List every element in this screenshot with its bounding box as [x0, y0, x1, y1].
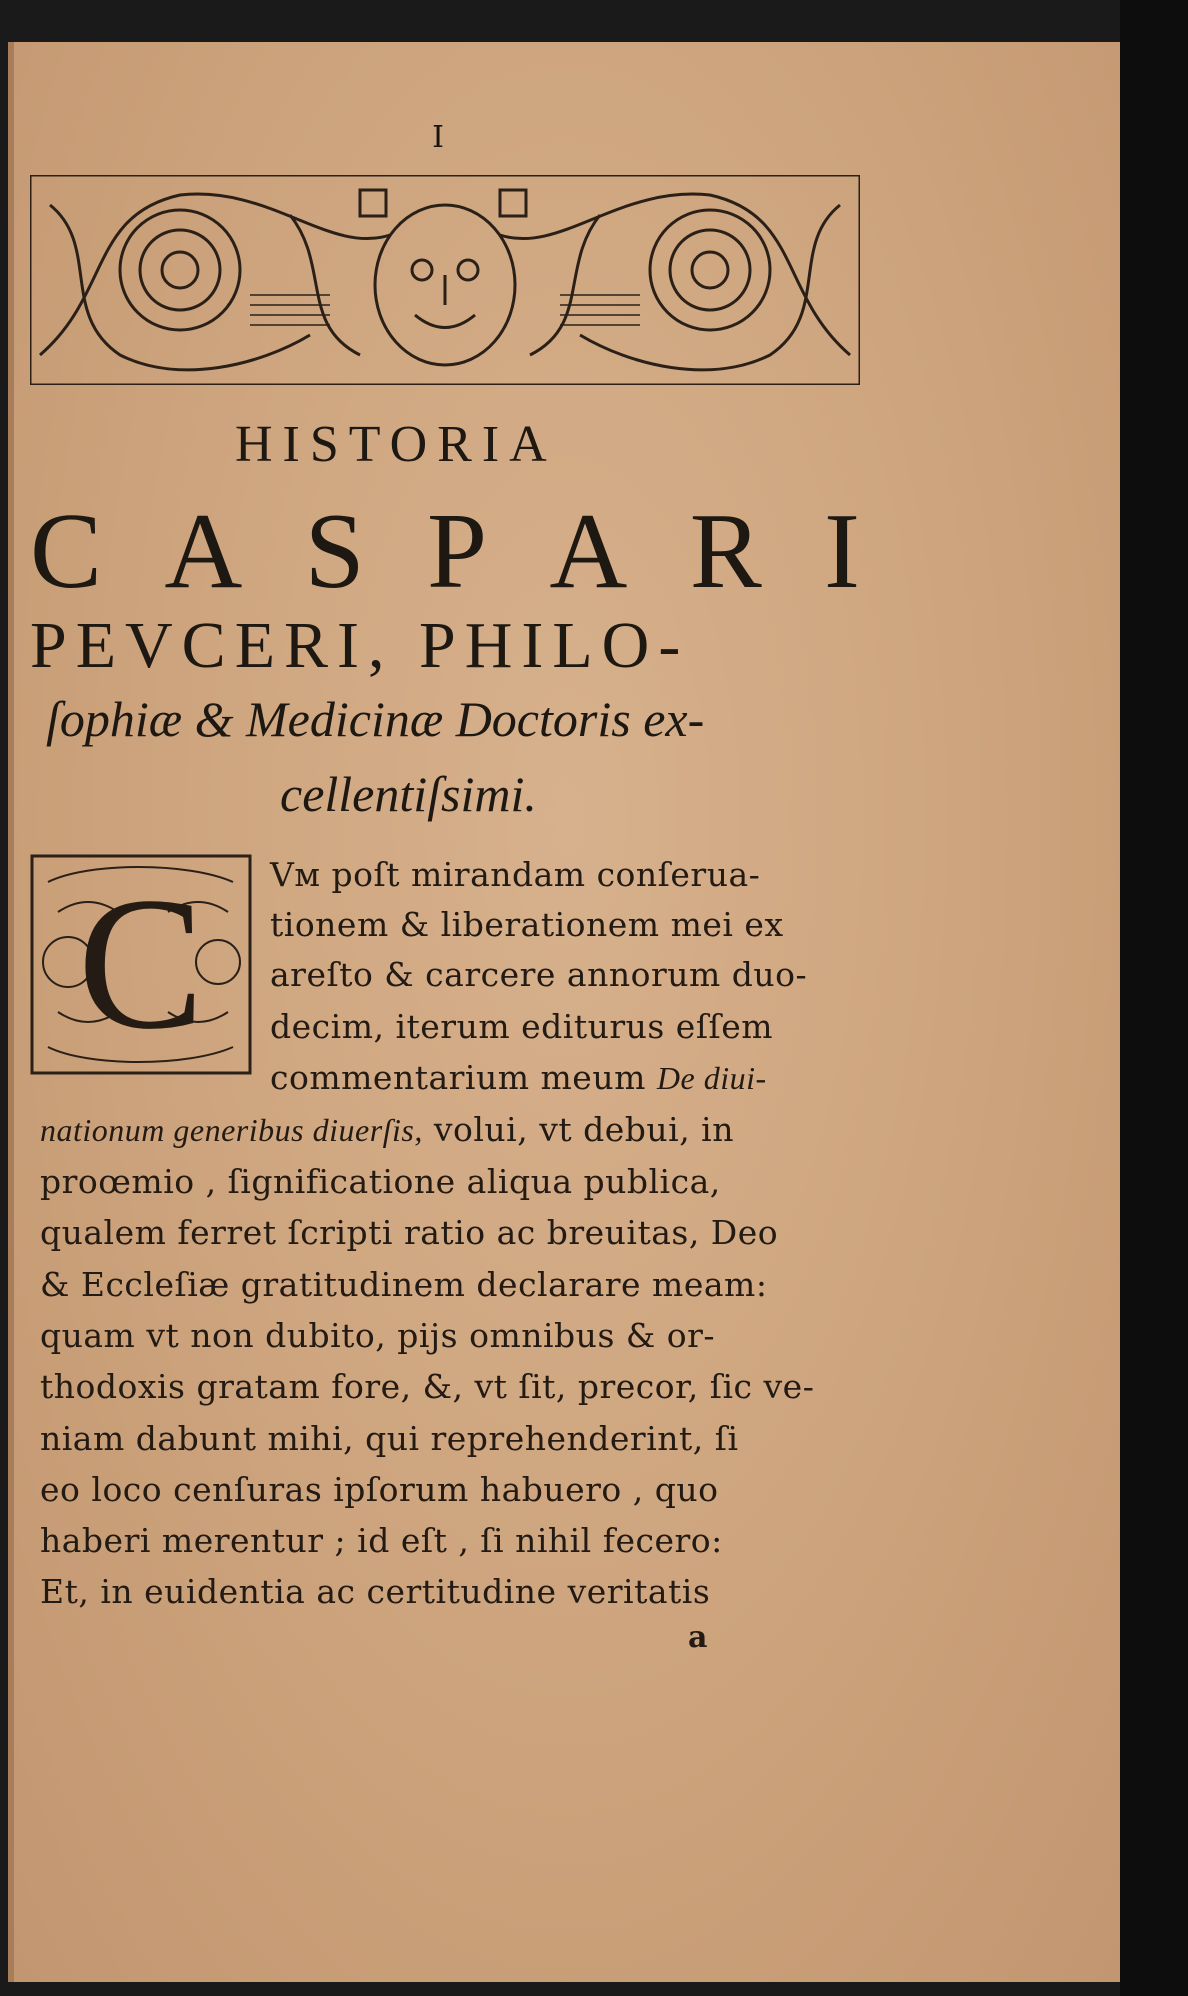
title-letter: A: [164, 492, 243, 611]
title-letter: R: [689, 492, 762, 611]
body-line-9: & Eccleſiæ gratitudinem declarare meam:: [40, 1265, 768, 1304]
body-line-3: areſto & carcere annorum duo-: [270, 955, 808, 994]
body-line-4: decim, iterum editurus eſſem: [270, 1007, 774, 1046]
title-caspari: [30, 490, 860, 614]
book-title-italic: De diui-: [656, 1060, 767, 1096]
body-line-7: proœmio , ſignificatione aliqua publica,: [40, 1162, 721, 1201]
body-line-15: Et, in euidentia ac certitudine veritatis: [40, 1572, 711, 1611]
body-line-14: haberi merentur ; id eſt , ſi nihil fecero:: [40, 1521, 723, 1560]
body-line-1: Vм poſt mirandam conſerua-: [270, 855, 761, 894]
body-line-6: [40, 1110, 734, 1149]
body-line-12: niam dabunt mihi, qui reprehenderint, ſi: [40, 1419, 739, 1458]
title-subtitle-2: cellentiſsimi.: [280, 766, 537, 822]
body-text: volui, vt debui, in: [422, 1110, 734, 1149]
title-letter: A: [549, 492, 628, 611]
body-line-13: eo loco cenſuras ipſorum habuero , quo: [40, 1470, 719, 1509]
body-line-10: quam vt non dubito, pijs omnibus & or-: [40, 1316, 716, 1355]
title-letter: S: [304, 492, 365, 611]
page-number: I: [432, 120, 444, 155]
title-peuceri: PEVCERI, PHILO-: [30, 609, 690, 682]
body-text: commentarium meum: [270, 1058, 657, 1097]
title-letter: C: [30, 492, 103, 611]
signature-mark: a: [688, 1620, 708, 1655]
title-historia: HISTORIA: [235, 416, 557, 473]
svg-text:C: C: [77, 859, 205, 1069]
body-line-2: tionem & liberationem mei ex: [270, 905, 784, 944]
title-subtitle-1: ſophiæ & Medicinæ Doctoris ex-: [46, 691, 705, 747]
body-line-5: [270, 1058, 767, 1097]
title-letter: P: [427, 492, 488, 611]
title-letter: I: [824, 492, 860, 611]
book-title-italic: nationum generibus diuerſis,: [40, 1112, 423, 1148]
body-line-8: qualem ferret ſcripti ratio ac breuitas, Deo: [40, 1213, 779, 1252]
body-line-11: thodoxis gratam fore, &, vt ſit, precor, ſic ve-: [40, 1367, 815, 1406]
scan-border: [1120, 0, 1188, 1996]
woodcut-headpiece-ornament: [30, 175, 860, 385]
decorated-initial-c: [28, 852, 254, 1077]
